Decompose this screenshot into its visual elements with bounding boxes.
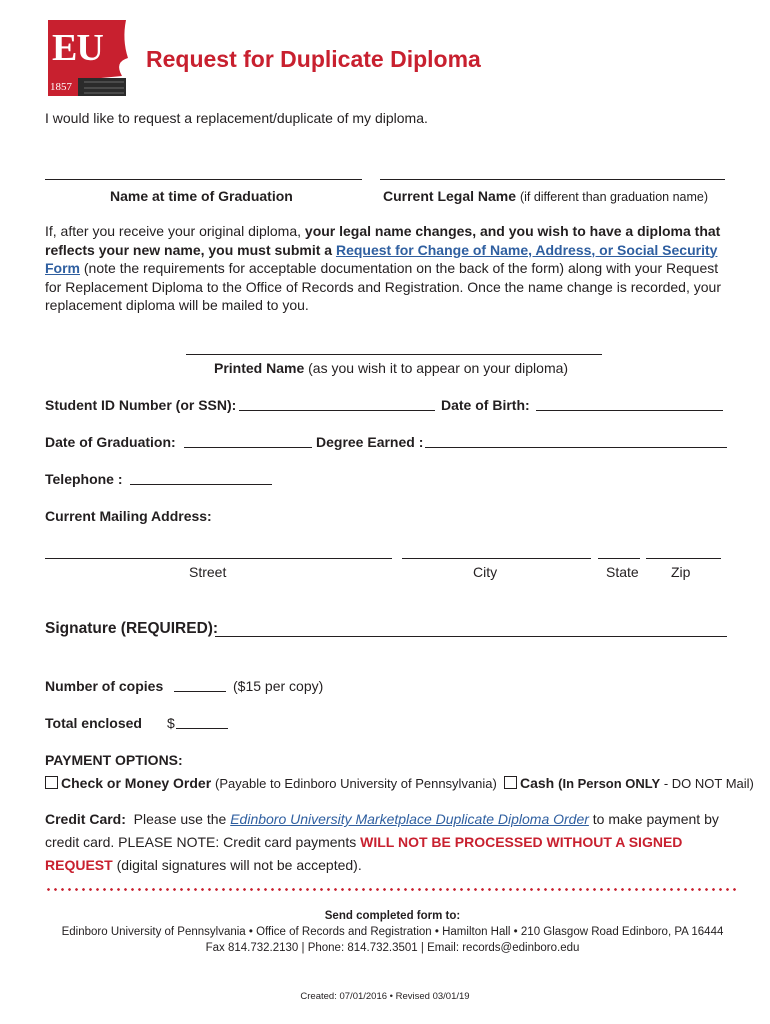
printed-name-label: Printed Name <box>214 360 305 376</box>
payment-heading: PAYMENT OPTIONS: <box>45 752 183 768</box>
logo-text: EU <box>52 27 103 69</box>
state-field[interactable] <box>598 558 640 559</box>
name-change-paragraph <box>45 222 735 315</box>
mailing-address-label: Current Mailing Address: <box>45 508 212 524</box>
city-label: City <box>473 564 498 580</box>
dotted-divider <box>45 888 738 891</box>
signature-label: Signature (REQUIRED): <box>45 620 219 637</box>
send-to-heading: Send completed form to: <box>324 910 461 922</box>
intro-text: I would like to request a replacement/duplicate of my diploma. <box>45 110 428 126</box>
credit-text-2: to make payment by credit card. PLEASE NOTE: Credit card payments <box>45 811 719 850</box>
dob-field[interactable] <box>536 410 723 411</box>
street-field[interactable] <box>45 558 392 559</box>
copies-label: Number of copies <box>45 678 164 694</box>
cash-note-bold: (In Person ONLY <box>558 776 661 791</box>
cash-option <box>504 775 754 791</box>
street-label: Street <box>189 564 227 580</box>
legal-name-label: Current Legal Name <box>383 188 517 204</box>
university-logo <box>44 18 132 98</box>
dob-label: Date of Birth: <box>441 397 530 413</box>
check-option <box>45 775 497 791</box>
zip-label: Zip <box>671 564 691 580</box>
degree-field[interactable] <box>425 447 727 448</box>
grad-name-line[interactable] <box>45 179 362 180</box>
legal-name-note: (if different than graduation name) <box>519 190 709 204</box>
total-field[interactable] <box>176 728 228 729</box>
degree-label: Degree Earned : <box>316 434 424 450</box>
grad-date-label: Date of Graduation: <box>45 434 176 450</box>
printed-name-note: (as you wish it to appear on your diploma) <box>308 360 569 376</box>
marketplace-order-link[interactable]: Edinboro University Marketplace Duplicate Diploma Order <box>230 811 589 827</box>
telephone-field[interactable] <box>130 484 272 485</box>
footer-contact: Fax 814.732.2130 | Phone: 814.732.3501 | Email: records@edinboro.edu <box>205 942 580 954</box>
copies-field[interactable] <box>174 691 226 692</box>
cash-label: Cash <box>520 775 555 791</box>
state-label: State <box>606 564 639 580</box>
copy-price: ($15 per copy) <box>233 678 324 694</box>
credit-card-paragraph <box>45 808 725 877</box>
student-id-field[interactable] <box>239 410 435 411</box>
revision-date: Created: 07/01/2016 • Revised 03/01/19 <box>300 991 470 1002</box>
page-title: Request for Duplicate Diploma <box>146 46 481 72</box>
cash-checkbox[interactable] <box>504 776 517 789</box>
credit-warning: WILL NOT BE PROCESSED WITHOUT A SIGNED REQUEST <box>45 834 683 873</box>
city-field[interactable] <box>402 558 591 559</box>
legal-name-line[interactable] <box>380 179 725 180</box>
total-label: Total enclosed <box>45 715 142 731</box>
check-note: (Payable to Edinboro University of Pennsylvania) <box>215 776 497 791</box>
grad-date-field[interactable] <box>184 447 312 448</box>
telephone-label: Telephone : <box>45 471 123 487</box>
para-text-2: (note the requirements for acceptable documentation on the back of the form) along with your Request for Replacement Diploma to the Office of Records and Registration. Once the name change is recorded, your replacement diploma will be mailed to you. <box>45 260 721 313</box>
zip-field[interactable] <box>646 558 721 559</box>
footer-address: Edinboro University of Pennsylvania • Office of Records and Registration • Hamilton Hall • 210 Glasgow Road Edinboro, PA 16444 <box>61 926 724 938</box>
para-bold: your legal name changes, and you wish to have a diploma that reflects your new name, you must submit a <box>45 223 721 258</box>
legal-name-label-wrap <box>383 188 708 204</box>
check-checkbox[interactable] <box>45 776 58 789</box>
credit-text-3: (digital signatures will not be accepted). <box>112 857 362 873</box>
logo-year: 1857 <box>50 81 72 93</box>
credit-card-label: Credit Card: <box>45 811 126 827</box>
signature-field[interactable] <box>215 636 727 637</box>
printed-name-label-wrap <box>214 360 568 376</box>
credit-text-1: Please use the <box>125 811 231 827</box>
cash-note-rest: - DO NOT Mail) <box>660 776 754 791</box>
dollar-sign: $ <box>167 715 175 731</box>
grad-name-label: Name at time of Graduation <box>110 188 293 204</box>
check-label: Check or Money Order <box>61 775 212 791</box>
student-id-label: Student ID Number (or SSN): <box>45 397 237 413</box>
printed-name-line[interactable] <box>186 354 602 355</box>
para-text-1: If, after you receive your original diploma, <box>45 223 305 239</box>
name-change-form-link[interactable]: Request for Change of Name, Address, or Social Security Form <box>45 241 718 276</box>
